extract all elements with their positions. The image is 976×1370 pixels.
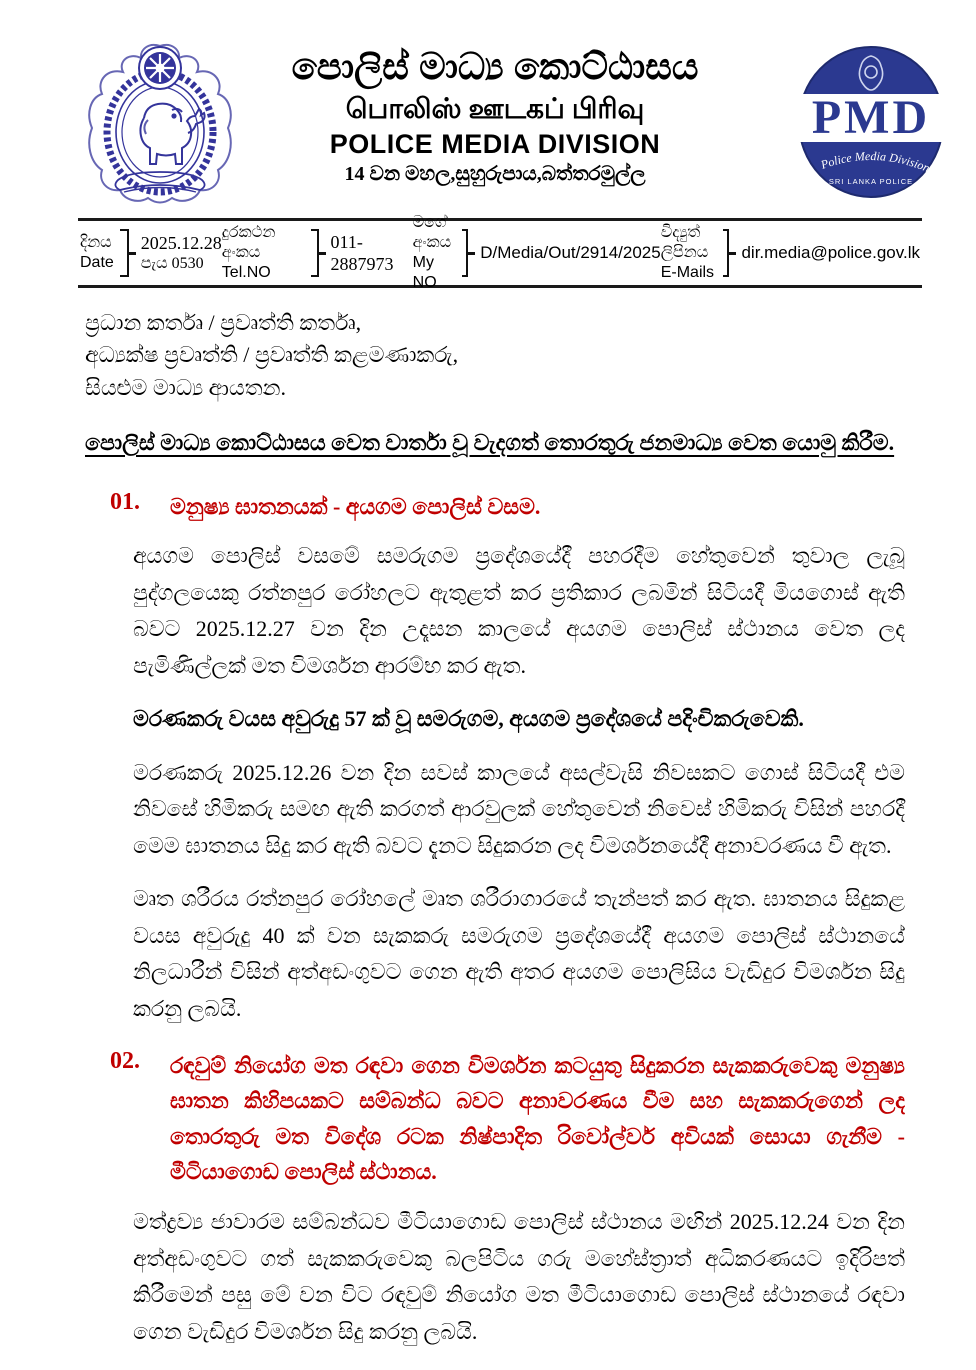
contact-telephone — [222, 223, 413, 283]
contact-strip — [78, 214, 922, 291]
date-label-si: දිනය — [80, 234, 112, 251]
bracket-icon — [723, 229, 729, 277]
section-heading: රඳවුම් නියෝග මත රඳවා ගෙන විමර්ශන කටයුතු සිදුකරන සැකකරුවෙකු මනුෂ්‍ය ඝාතන කිහිපයකට සම්බන්ධ බවට අනාවරණය වීම සහ සැකකරුගෙන් ලද තොරතුරු මත විදේශ රටක නිෂ්පාදිත රිවෝල්වර් අවියක් සොයා ගැනීම - මීටියාගොඩ පොලිස් ස්ථානය. — [170, 1052, 905, 1185]
myno-label-en: My NO — [412, 254, 437, 291]
letter-body — [85, 308, 905, 1370]
recipient-line: ප්‍රධාන කර්තෘ / ප්‍රවෘත්ති කර්තෘ, — [85, 310, 362, 335]
contact-email — [661, 223, 920, 283]
title-sinhala: පොලිස් මාධ්‍ය කොට්ඨාසය — [291, 46, 699, 87]
subject-heading: පොලිස් මාධ්‍ය කොට්ඨාසය වෙත වාර්තා වූ වැදගත් තොරතුරු ජනමාධ්‍ය වෙත යොමු කිරීම. — [85, 430, 895, 456]
myno-value: D/Media/Out/2914/2025 — [480, 243, 661, 263]
recipients-block — [85, 308, 905, 403]
bracket-icon — [120, 229, 129, 277]
pmd-logo — [793, 42, 949, 202]
paragraph: මත්ද්‍රව්‍ය ජාවාරම සම්බන්ධව මීටියාගොඩ පොලිස් ස්ථානය මඟින් 2025.12.24 වන දින අත්අඩංගුවට ගත් සැකකරුවෙකු බලපිටිය ගරු මහේස්ත්‍රාත් අධිකරණයට ඉදිරිපත් කිරීමෙන් පසු මේ වන විට රඳවුම් නියෝග මත මීටියාගොඩ පොලිස් ස්ථානයේ රඳවා ගෙන වැඩිදුර විමර්ශන සිදු කරනු ලබයි. — [133, 1209, 905, 1344]
tel-value: 011-2887973 — [330, 231, 394, 274]
section-heading: මනුෂ්‍ය ඝාතනයක් - අයගම පොලිස් වසම. — [170, 493, 541, 519]
tel-label-en: Tel.NO — [221, 264, 271, 281]
section-01 — [85, 489, 905, 1028]
date-value: 2025.12.28 පැය 0530 — [140, 232, 222, 273]
section-number: 02. — [110, 1047, 140, 1074]
paragraph: මෘත ශරීරය රත්නපුර රෝහලේ මෘත ශරීරාගාරයේ තැන්පත් කර ඇත. ඝාතනය සිදුකළ වයස අවුරුදු 40 ක් වන සැකකරු සමරුගම ප්‍රදේශයේදී අයගම පොලිස් ස්ථානයේ නිලධාරීන් විසින් අත්අඩංගුවට ගෙන ඇති අතර අයගම පොලිසිය වැඩිදුර විමර්ශන සිදු කරනු ලබයි. — [133, 886, 905, 1021]
pmd-acronym: PMD — [811, 91, 931, 144]
police-crest-icon — [84, 40, 236, 206]
pmd-curve-text: Police Media Division — [818, 148, 932, 176]
address-line: 14 වන මහල,සුහුරුපාය,බත්තරමුල්ල — [344, 163, 646, 186]
paragraph: මරණකරු 2025.12.26 වන දින සවස් කාලයේ අසල්වැසි නිවසකට ගොස් සිටියදී එම නිවසේ හිමිකරු සමඟ ඇති කරගත් ආරවුලක් හේතුවෙන් නිවෙස් හිමිකරු විසින් පහරදී මෙම ඝාතනය සිදු කර ඇති බවට දැනට සිදුකරන ලද විමර්ශනයේදී අනාවරණය වී ඇත. — [133, 759, 905, 858]
pmd-sub-text: SRI LANKA POLICE — [828, 177, 914, 186]
myno-label-si: මගේ අංකය — [412, 214, 452, 251]
contact-my-no — [413, 213, 661, 293]
paragraph: අයගම පොලිස් වසමේ සමරුගම ප්‍රදේශයේදී පහරදීම හේතුවෙන් තුවාල ලැබූ පුද්ගලයෙකු රත්නපුර රෝහලට ඇතුළත් කර ප්‍රතිකාර ලබමින් සිටියදී මියගොස් ඇති බවට 2025.12.27 වන දින උදෑසන කාලයේ අයගම පොලිස් ස්ථානය වෙත ලද පැමිණිල්ලක් මත විමර්ශන ආරම්භ කර ඇත. — [133, 543, 905, 678]
title-english: POLICE MEDIA DIVISION — [329, 129, 661, 160]
date-label-en: Date — [80, 254, 114, 271]
paragraph-bold: මරණකරු වයස අවුරුදු 57 ක් වූ සමරුගම, අයගම ප්‍රදේශයේ පදිංචිකරුවෙකි. — [133, 706, 804, 732]
contact-date — [80, 229, 222, 277]
section-number: 01. — [110, 488, 140, 515]
title-tamil: பொலிஸ் ஊடகப் பிரிவு — [345, 93, 645, 125]
letterhead — [0, 38, 976, 210]
tel-label-si: දුරකථන අංකය — [221, 224, 276, 261]
email-label-en: E-Mails — [660, 264, 715, 281]
bracket-icon — [462, 229, 468, 277]
recipient-line: අධ්‍යක්ෂ ප්‍රවෘත්ති / ප්‍රවෘත්ති කළමණාකරු, — [85, 342, 459, 368]
letterhead-titles — [260, 46, 730, 186]
bracket-icon — [311, 229, 319, 277]
section-02 — [85, 1048, 905, 1351]
email-value: dir.media@police.gov.lk — [741, 243, 920, 263]
recipient-line: සියළුම මාධ්‍ය ආයතන. — [85, 374, 286, 400]
email-label-si: විද්‍යුත් ලිපිනය — [660, 224, 709, 261]
